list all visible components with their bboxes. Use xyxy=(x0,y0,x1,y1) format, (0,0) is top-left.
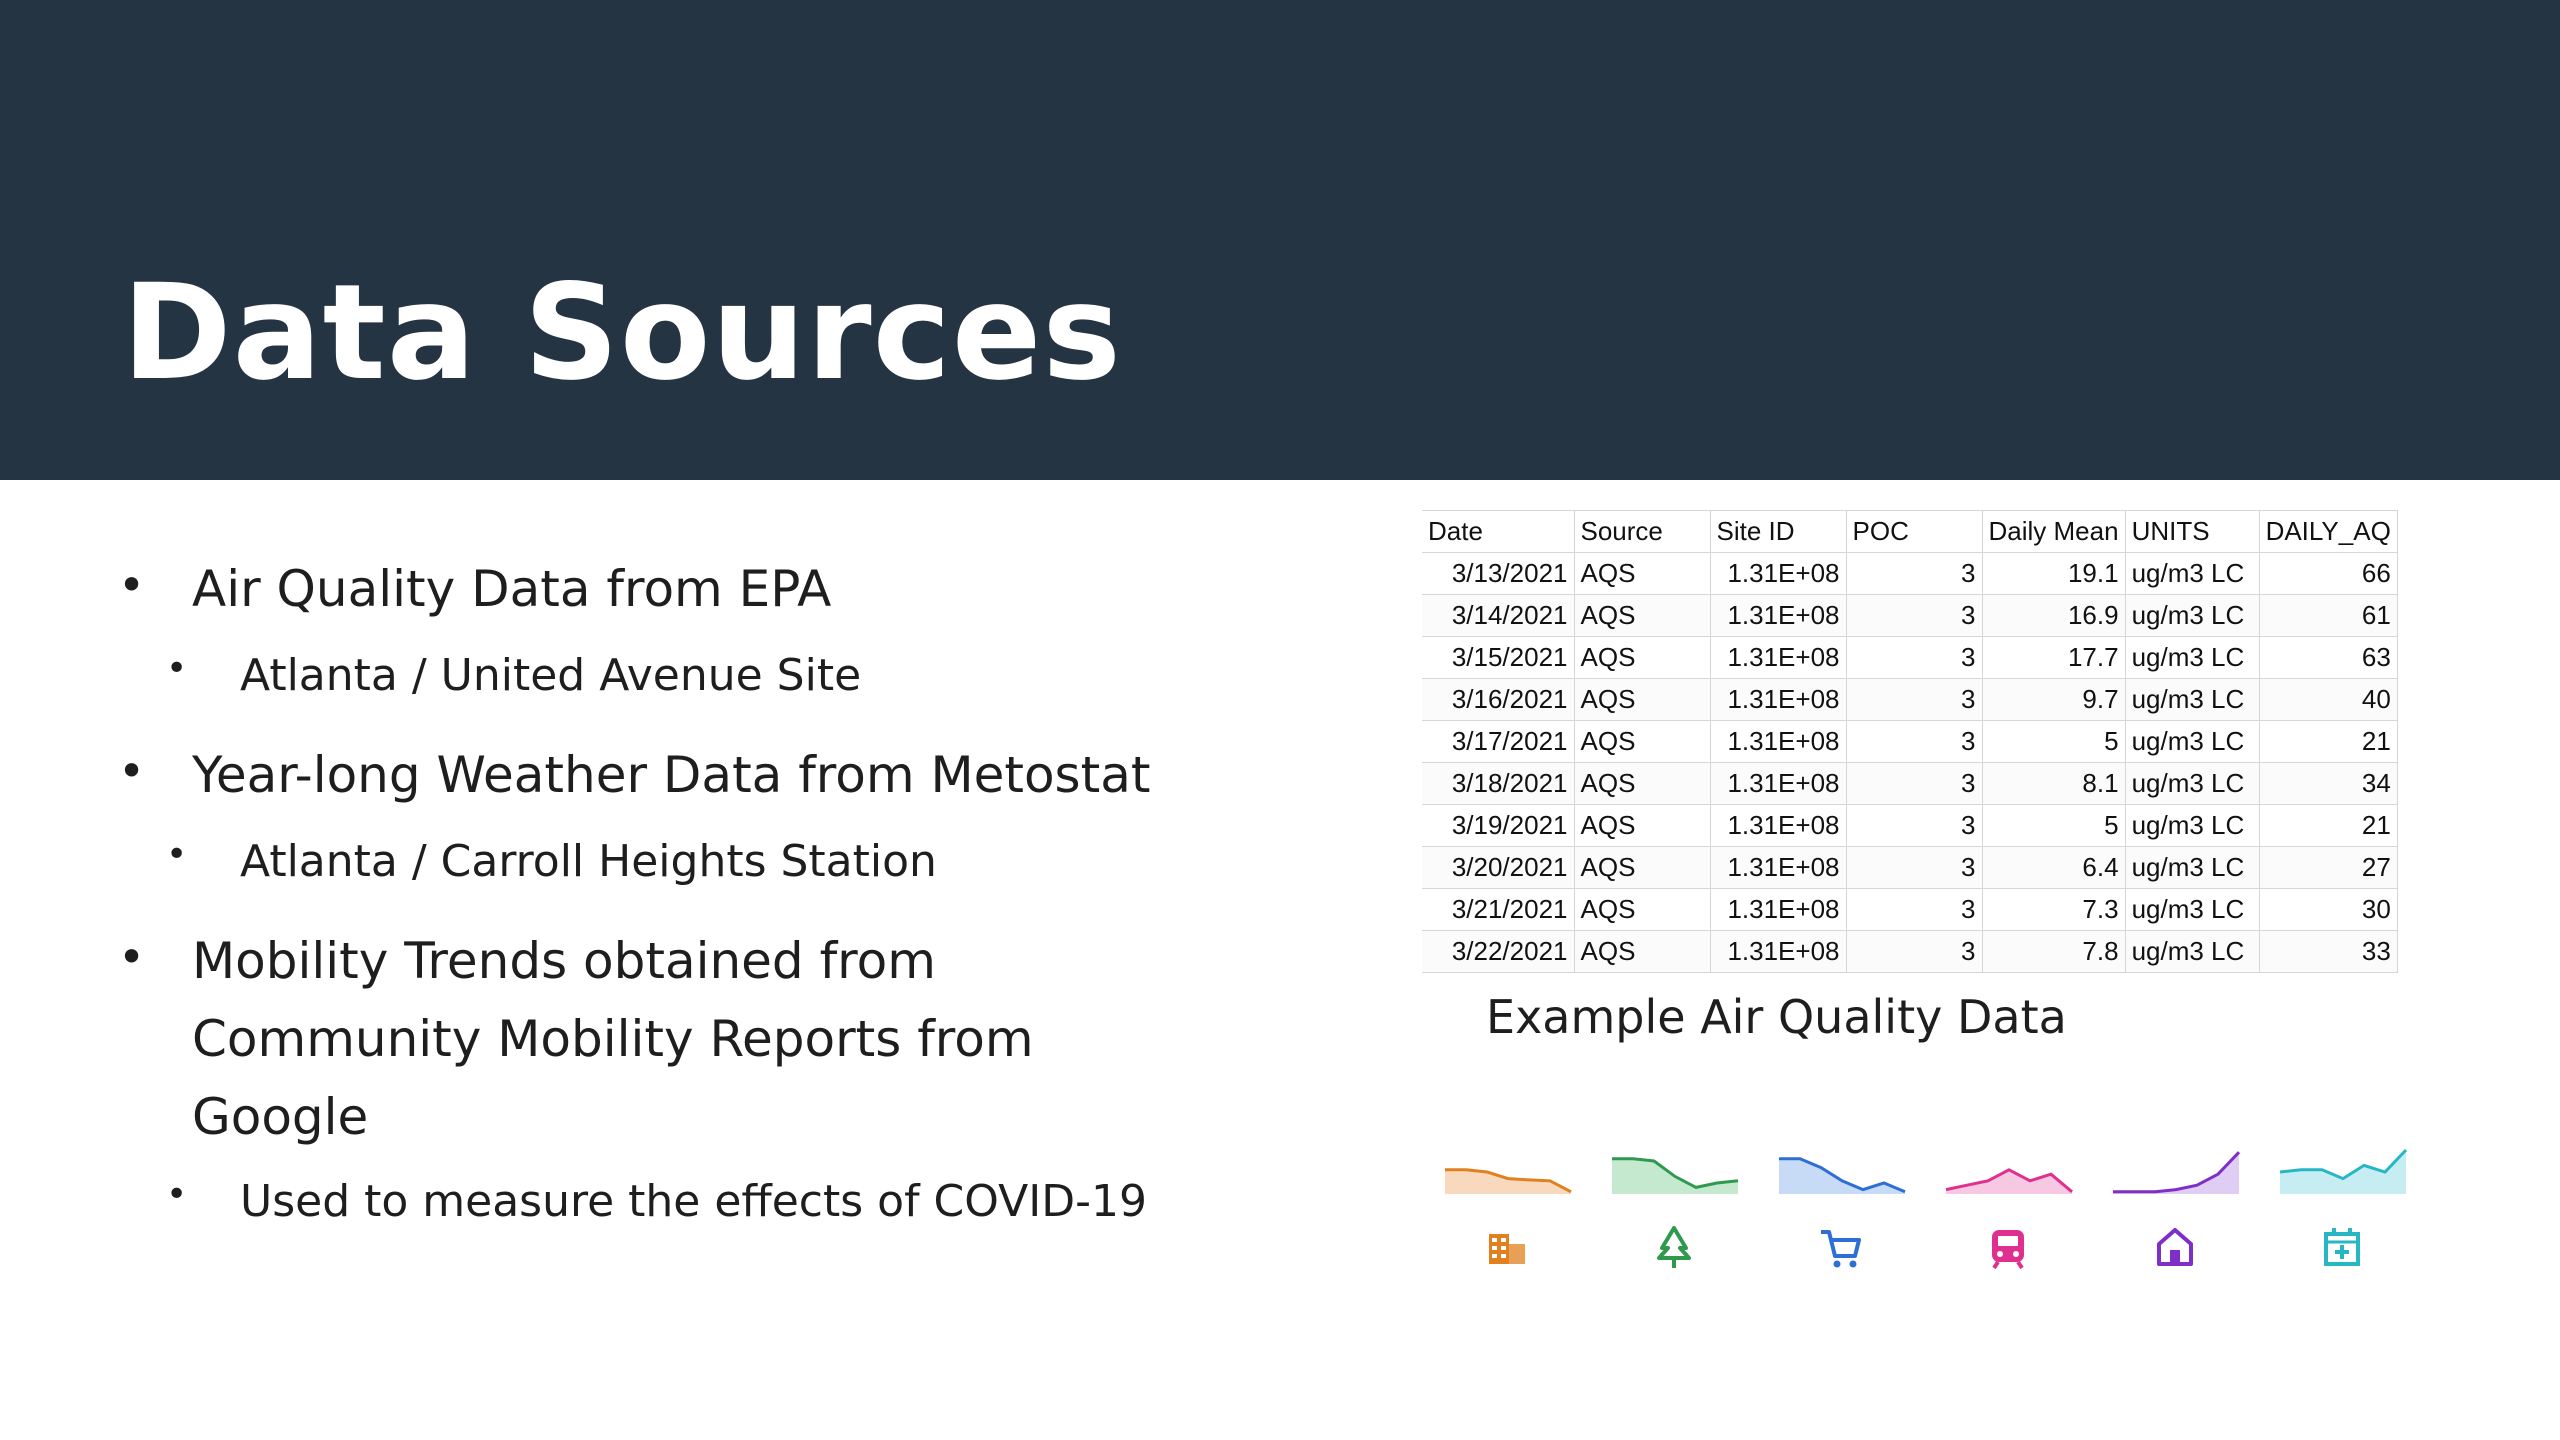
bullet-covid: Used to measure the effects of COVID-19 xyxy=(240,1176,1147,1227)
table-cell: 3/14/2021 xyxy=(1422,595,1574,637)
bullet-mobility-line-3: Google xyxy=(192,1088,369,1146)
table-cell: AQS xyxy=(1574,721,1710,763)
mobility-trend xyxy=(1779,1159,1905,1268)
column-header: Daily Mean xyxy=(1982,511,2125,553)
column-header: Site ID xyxy=(1710,511,1846,553)
table-cell: AQS xyxy=(1574,595,1710,637)
table-cell: AQS xyxy=(1574,931,1710,973)
bullet-epa-site: Atlanta / United Avenue Site xyxy=(240,650,862,701)
trend-area xyxy=(1779,1159,1905,1194)
slide-title: Data Sources xyxy=(122,256,1122,410)
table-cell: ug/m3 LC xyxy=(2125,763,2259,805)
table-cell: 3/18/2021 xyxy=(1422,763,1574,805)
table-cell: 7.8 xyxy=(1982,931,2125,973)
table-cell: 1.31E+08 xyxy=(1710,721,1846,763)
table-cell: ug/m3 LC xyxy=(2125,679,2259,721)
table-cell: 3/15/2021 xyxy=(1422,637,1574,679)
bullet-epa: Air Quality Data from EPA xyxy=(192,560,832,618)
table-row xyxy=(1422,721,2397,763)
bullet-mobility-line-1: Mobility Trends obtained from xyxy=(192,932,936,990)
table-cell: ug/m3 LC xyxy=(2125,931,2259,973)
table-cell: 63 xyxy=(2259,637,2397,679)
table-cell: ug/m3 LC xyxy=(2125,889,2259,931)
table-row xyxy=(1422,763,2397,805)
table-cell: 1.31E+08 xyxy=(1710,931,1846,973)
table-row xyxy=(1422,805,2397,847)
column-header: Date xyxy=(1422,511,1574,553)
bullet-marker: • xyxy=(118,744,146,798)
table-cell: 7.3 xyxy=(1982,889,2125,931)
bullet-mobility-line-2: Community Mobility Reports from xyxy=(192,1010,1034,1068)
table-cell: 3/20/2021 xyxy=(1422,847,1574,889)
table-cell: 3 xyxy=(1846,595,1982,637)
table-cell: 3/22/2021 xyxy=(1422,931,1574,973)
table-cell: 3 xyxy=(1846,679,1982,721)
table-cell: 1.31E+08 xyxy=(1710,637,1846,679)
table-row xyxy=(1422,553,2397,595)
table-cell: 3 xyxy=(1846,553,1982,595)
table-cell: 3 xyxy=(1846,721,1982,763)
mobility-trend xyxy=(2113,1152,2239,1264)
table-cell: AQS xyxy=(1574,637,1710,679)
table-cell: 3/13/2021 xyxy=(1422,553,1574,595)
bullet-marker: • xyxy=(118,930,146,984)
mobility-trend xyxy=(1946,1170,2072,1268)
table-cell: 1.31E+08 xyxy=(1710,679,1846,721)
table-row xyxy=(1422,679,2397,721)
tree-icon xyxy=(1659,1228,1689,1268)
table-row xyxy=(1422,889,2397,931)
table-cell: AQS xyxy=(1574,805,1710,847)
table-cell: ug/m3 LC xyxy=(2125,595,2259,637)
table-cell: 30 xyxy=(2259,889,2397,931)
table-cell: 33 xyxy=(2259,931,2397,973)
mobility-trend xyxy=(2280,1150,2406,1264)
table-cell: 17.7 xyxy=(1982,637,2125,679)
table-cell: 3 xyxy=(1846,637,1982,679)
bullet-weather-station: Atlanta / Carroll Heights Station xyxy=(240,836,937,887)
table-row xyxy=(1422,847,2397,889)
table-cell: 21 xyxy=(2259,805,2397,847)
table-cell: 3/21/2021 xyxy=(1422,889,1574,931)
table-row xyxy=(1422,595,2397,637)
table-cell: 3/17/2021 xyxy=(1422,721,1574,763)
table-cell: AQS xyxy=(1574,553,1710,595)
table-cell: 40 xyxy=(2259,679,2397,721)
table-cell: ug/m3 LC xyxy=(2125,553,2259,595)
table-cell: 8.1 xyxy=(1982,763,2125,805)
table-cell: 1.31E+08 xyxy=(1710,805,1846,847)
column-header: POC xyxy=(1846,511,1982,553)
table-cell: 1.31E+08 xyxy=(1710,889,1846,931)
table-cell: 34 xyxy=(2259,763,2397,805)
table-cell: 3 xyxy=(1846,889,1982,931)
column-header: DAILY_AQ xyxy=(2259,511,2397,553)
home-icon xyxy=(2159,1230,2191,1264)
shopping-cart-icon xyxy=(1821,1232,1859,1268)
table-cell: 3 xyxy=(1846,931,1982,973)
table-cell: AQS xyxy=(1574,889,1710,931)
table-cell: 3 xyxy=(1846,763,1982,805)
table-header-row xyxy=(1422,511,2397,553)
trend-area xyxy=(1946,1170,2072,1194)
bullet-weather: Year-long Weather Data from Metostat xyxy=(192,746,1151,804)
table-cell: 3/19/2021 xyxy=(1422,805,1574,847)
table-cell: 61 xyxy=(2259,595,2397,637)
table-cell: 27 xyxy=(2259,847,2397,889)
bullet-marker: • xyxy=(166,834,188,875)
building-icon xyxy=(1489,1234,1525,1264)
table-cell: 16.9 xyxy=(1982,595,2125,637)
trend-area xyxy=(2280,1150,2406,1194)
table-cell: ug/m3 LC xyxy=(2125,805,2259,847)
table-cell: 19.1 xyxy=(1982,553,2125,595)
table-cell: 21 xyxy=(2259,721,2397,763)
table-cell: ug/m3 LC xyxy=(2125,637,2259,679)
workplace-icon xyxy=(2326,1228,2358,1264)
table-cell: 1.31E+08 xyxy=(1710,553,1846,595)
table-cell: AQS xyxy=(1574,847,1710,889)
table-cell: 1.31E+08 xyxy=(1710,847,1846,889)
mobility-trend xyxy=(1445,1170,1571,1264)
table-cell: 5 xyxy=(1982,805,2125,847)
bullet-marker: • xyxy=(166,648,188,689)
table-cell: 6.4 xyxy=(1982,847,2125,889)
table-caption: Example Air Quality Data xyxy=(1486,990,2067,1044)
table-cell: 1.31E+08 xyxy=(1710,595,1846,637)
table-cell: ug/m3 LC xyxy=(2125,847,2259,889)
table-cell: 9.7 xyxy=(1982,679,2125,721)
mobility-trends-strip xyxy=(1430,1130,2410,1280)
mobility-trend xyxy=(1612,1159,1738,1268)
table-row xyxy=(1422,637,2397,679)
table-cell: 5 xyxy=(1982,721,2125,763)
table-row xyxy=(1422,931,2397,973)
bullet-marker: • xyxy=(118,558,146,612)
column-header: UNITS xyxy=(2125,511,2259,553)
table-cell: 3 xyxy=(1846,847,1982,889)
table-cell: 3 xyxy=(1846,805,1982,847)
air-quality-table xyxy=(1422,510,2398,973)
table-cell: 3/16/2021 xyxy=(1422,679,1574,721)
table-cell: 1.31E+08 xyxy=(1710,763,1846,805)
table-cell: 66 xyxy=(2259,553,2397,595)
table-cell: AQS xyxy=(1574,679,1710,721)
transit-icon xyxy=(1992,1230,2024,1268)
bullet-marker: • xyxy=(166,1174,188,1215)
table-cell: ug/m3 LC xyxy=(2125,721,2259,763)
table-cell: AQS xyxy=(1574,763,1710,805)
column-header: Source xyxy=(1574,511,1710,553)
table-body xyxy=(1422,553,2397,973)
